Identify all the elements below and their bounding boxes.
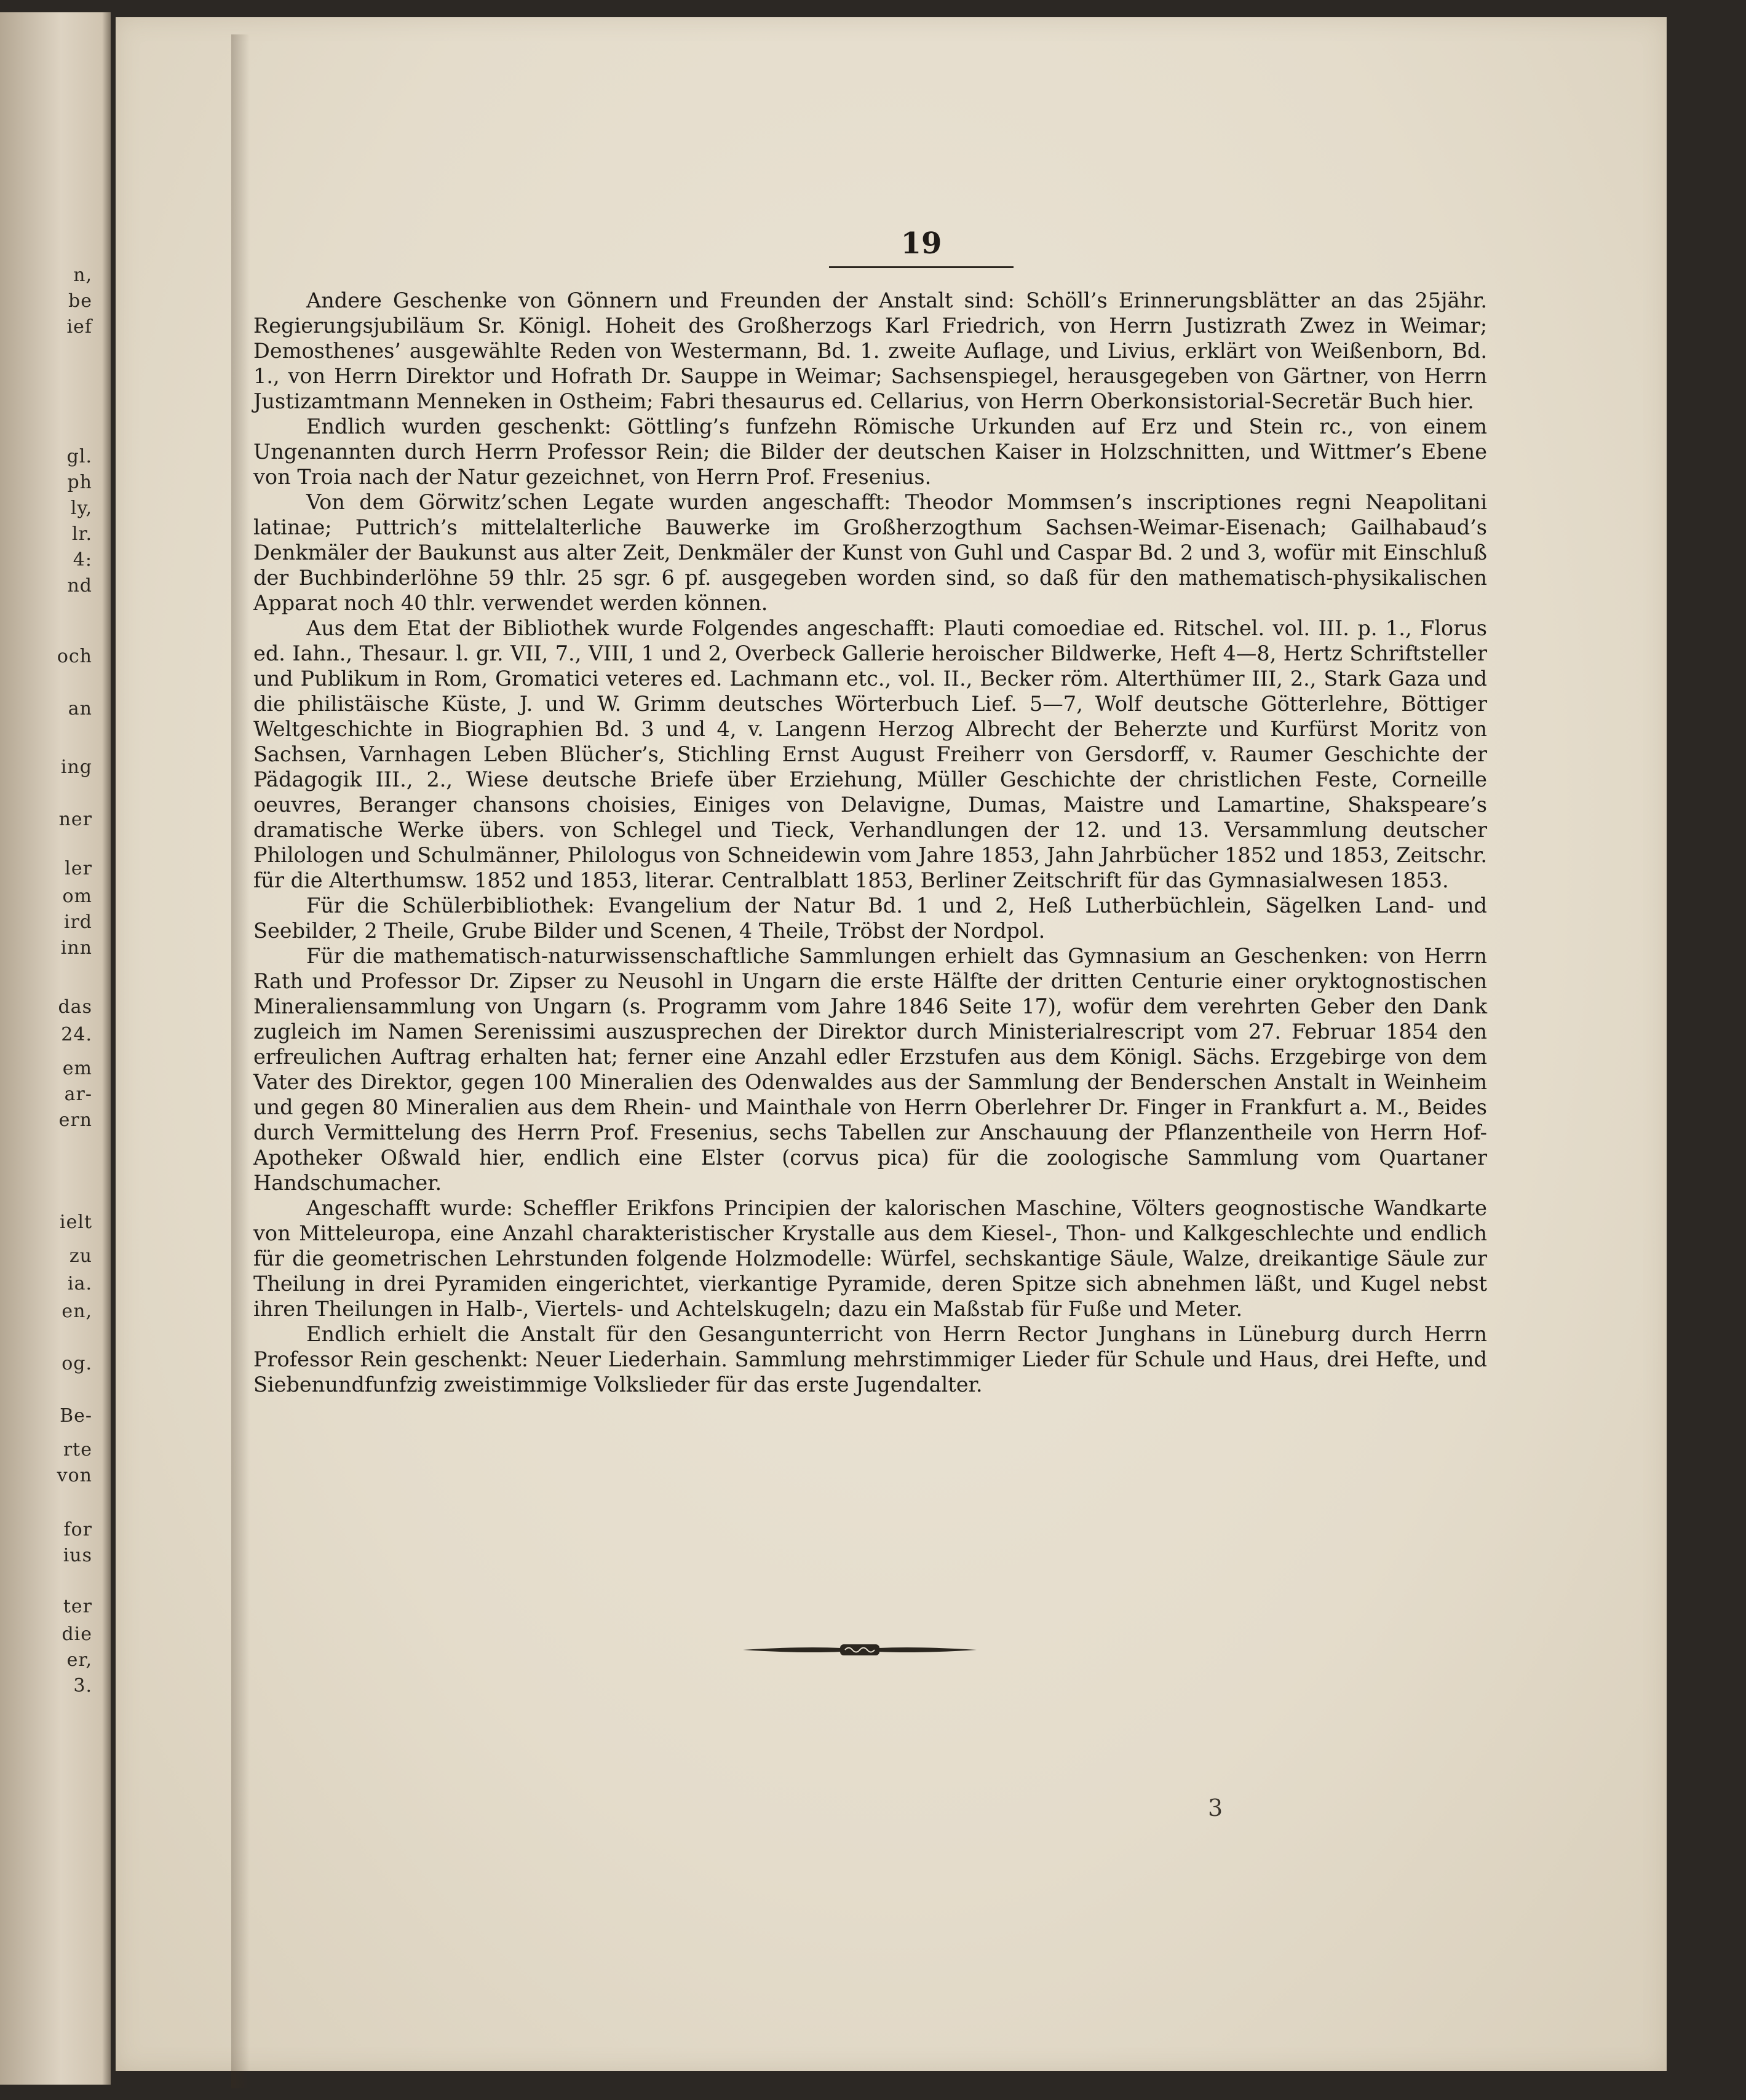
margin-fragment: ern bbox=[58, 1109, 92, 1131]
margin-fragment: be bbox=[68, 290, 92, 312]
margin-fragment: for bbox=[63, 1519, 92, 1540]
facing-page-edge bbox=[0, 12, 111, 2085]
margin-fragment: ius bbox=[63, 1545, 92, 1566]
margin-fragment: ing bbox=[60, 756, 92, 778]
margin-fragment: ter bbox=[63, 1596, 92, 1617]
document-page bbox=[116, 17, 1667, 2071]
margin-fragment: 24. bbox=[61, 1024, 92, 1045]
margin-fragment: og. bbox=[62, 1353, 92, 1374]
margin-fragment: och bbox=[57, 646, 92, 667]
margin-fragment: om bbox=[62, 886, 92, 907]
margin-fragment: er, bbox=[66, 1649, 92, 1671]
margin-fragment: n, bbox=[73, 264, 92, 286]
margin-fragment: ly, bbox=[70, 497, 92, 519]
margin-fragment: 4: bbox=[73, 549, 92, 571]
ornament-divider bbox=[743, 1639, 977, 1660]
paragraph-legacy-purchases: Von dem Görwitz’schen Legate wurden angeschafft: Theodor Mommsen’s inscriptiones regni Neapolitani latinae; Puttrich’s mittelalterliche Bauwerke im Großherzogthum Sachsen-Weimar-Eisenach; Gailhabaud’s Denkmäler der Baukunst aus alter Zeit, Denkmäler der Kunst von Guhl und Caspar Bd. 2 und 3, wofür mit Einschluß der Buchbinderlöhne 59 thlr. 25 sgr. 6 pf. ausgegeben worden sind, so daß für den mathematisch-physikalischen Apparat noch 40 thlr. verwendet werden können. bbox=[253, 490, 1487, 615]
margin-fragment: ird bbox=[63, 911, 92, 933]
gutter-shadow bbox=[102, 12, 111, 2085]
margin-fragment: gl. bbox=[66, 446, 92, 467]
page-body bbox=[253, 288, 1487, 1397]
margin-fragment: ief bbox=[66, 316, 92, 338]
margin-fragment: inn bbox=[60, 937, 92, 959]
margin-fragment: die bbox=[62, 1623, 92, 1645]
margin-fragment: zu bbox=[69, 1245, 92, 1267]
signature-mark: 3 bbox=[1208, 1794, 1223, 1821]
paragraph-further-gifts: Endlich wurden geschenkt: Göttling’s funfzehn Römische Urkunden auf Erz und Stein rc., von einem Ungenannten durch Herrn Professor Rein; die Bilder der deutschen Kaiser in Holzschnitten, und Wittmer’s Ebene von Troia nach der Natur gezeichnet, von Herrn Prof. Fresenius. bbox=[253, 414, 1487, 489]
margin-fragment: das bbox=[58, 996, 92, 1018]
margin-fragment: ar- bbox=[64, 1084, 92, 1105]
paragraph-singing-lessons: Endlich erhielt die Anstalt für den Gesangunterricht von Herrn Rector Junghans in Lüneburg durch Herrn Professor Rein geschenkt: Neuer Liederhain. Sammlung mehrstimmiger Lieder für Schule und Haus, drei Hefte, und Siebenundfunfzig zweistimmige Volkslieder für das erste Jugendalter. bbox=[253, 1322, 1487, 1397]
margin-fragment: rte bbox=[63, 1439, 92, 1460]
margin-fragment: en, bbox=[62, 1301, 92, 1322]
header-rule bbox=[829, 266, 1014, 268]
paragraph-acquisitions: Angeschafft wurde: Scheffler Erikfons Principien der kalorischen Maschine, Völters geognostische Wandkarte von Mitteleuropa, eine Anzahl charakteristischer Krystalle aus dem Kiesel-, Thon- und Kalkgeschlechte und endlich für die geometrischen Lehrstunden folgende Holzmodelle: Würfel, sechskantige Säule, Walze, dreikantige Säule zur Theilung in drei Pyramiden eingerichtet, vierkantige Pyramide, deren Spitze sich abnehmen läßt, und Kugel nebst ihren Theilungen in Halb-, Viertels- und Achtelskugeln; dazu ein Maßstab für Fuße und Meter. bbox=[253, 1196, 1487, 1321]
margin-fragment: nd bbox=[67, 575, 92, 596]
page-fold-shadow bbox=[231, 34, 250, 2088]
margin-fragment: ler bbox=[65, 858, 92, 879]
paragraph-student-library: Für die Schülerbibliothek: Evangelium der Natur Bd. 1 und 2, Heß Lutherbüchlein, Sägelken Land- und Seebilder, 2 Theile, Grube Bilder und Scenen, 4 Theile, Tröbst der Nordpol. bbox=[253, 893, 1487, 943]
margin-fragment: ielt bbox=[60, 1211, 92, 1233]
margin-fragment: ph bbox=[67, 472, 92, 493]
paragraph-science-collections: Für die mathematisch-naturwissenschaftliche Sammlungen erhielt das Gymnasium an Geschenken: von Herrn Rath und Professor Dr. Zipser zu Neusohl in Ungarn die erste Hälfte der dritten Centurie einer oryktognostischen Mineraliensammlung von Ungarn (s. Programm vom Jahre 1846 Seite 17), wofür dem verehrten Geber den Dank zugleich im Namen Serenissimi auszusprechen der Direktor durch Ministerialrescript vom 27. Februar 1854 den erfreulichen Auftrag erhalten hat; ferner eine Anzahl edler Erzstufen aus dem Königl. Sächs. Erzgebirge von dem Vater des Direktor, gegen 100 Mineralien des Odenwaldes aus der Sammlung der Benderschen Anstalt in Weinheim und gegen 80 Mineralien aus dem Rhein- und Mainthale von Herrn Oberlehrer Dr. Finger in Frankfurt a. M., Beides durch Vermittelung des Herrn Prof. Fresenius, sechs Tabellen zur Anschauung der Pflanzentheile von Herrn Hof-Apotheker Oßwald hier, endlich eine Elster (corvus pica) für die zoologische Sammlung vom Quartaner Handschumacher. bbox=[253, 944, 1487, 1195]
margin-fragment: ia. bbox=[67, 1273, 92, 1294]
margin-fragment: 3. bbox=[73, 1675, 92, 1697]
margin-fragment: von bbox=[57, 1465, 92, 1486]
paragraph-library-purchases: Aus dem Etat der Bibliothek wurde Folgendes angeschafft: Plauti comoediae ed. Ritschel. vol. III. p. 1., Florus ed. Iahn., Thesaur. l. gr. VII, 7., VIII, 1 und 2, Overbeck Gallerie heroischer Bildwerke, Heft 4—8, Hertz Schriftsteller und Publikum in Rom, Gromatici veteres ed. Lachmann etc., vol. II., Becker röm. Alterthümer III, 2., Stark Gaza und die philistäische Küste, J. und W. Grimm deutsches Wörterbuch Lief. 5—7, Wolf deutsche Götterlehre, Böttiger Weltgeschichte in Biographien Bd. 3 und 4, v. Langenn Herzog Albrecht der Beherzte und Kurfürst Moritz von Sachsen, Varnhagen Leben Blücher’s, Stichling Ernst August Freiherr von Gersdorff, v. Raumer Geschichte der Pädagogik III., 2., Wiese deutsche Briefe über Erziehung, Müller Geschichte der christlichen Feste, Corneille oeuvres, Beranger chansons choisies, Einiges von Delavigne, Dumas, Maistre und Lamartine, Shakspeare’s dramatische Werke übers. von Schlegel und Tieck, Verhandlungen der 12. und 13. Versammlung deutscher Philologen und Schulmänner, Philologus von Schneidewin vom Jahre 1853, Jahn Jahrbücher 1852 und 1853, Zeitschr. für die Alterthumsw. 1852 und 1853, literar. Centralblatt 1853, Berliner Zeitschrift für das Gymnasialwesen 1853. bbox=[253, 616, 1487, 892]
paragraph-gifts: Andere Geschenke von Gönnern und Freunden der Anstalt sind: Schöll’s Erinnerungsblätter an das 25jähr. Regierungsjubiläum Sr. Königl. Hoheit des Großherzogs Karl Friedrich, von Herrn Justizrath Zwez in Weimar; Demosthenes’ ausgewählte Reden von Westermann, Bd. 1. zweite Auflage, und Livius, erklärt von Weißenborn, Bd. 1., von Herrn Direktor und Hofrath Dr. Sauppe in Weimar; Sachsenspiegel, herausgegeben von Gärtner, von Herrn Justizamtmann Menneken in Ostheim; Fabri thesaurus ed. Cellarius, von Herrn Oberkonsistorial-Secretär Buch hier. bbox=[253, 288, 1487, 413]
margin-fragment: lr. bbox=[71, 523, 92, 545]
margin-fragment: ner bbox=[58, 809, 92, 830]
margin-fragment: em bbox=[62, 1058, 92, 1079]
page-number: 19 bbox=[900, 226, 942, 261]
margin-fragment: Be- bbox=[60, 1405, 92, 1427]
facing-page-margin-text bbox=[0, 12, 98, 2085]
margin-fragment: an bbox=[68, 698, 92, 719]
